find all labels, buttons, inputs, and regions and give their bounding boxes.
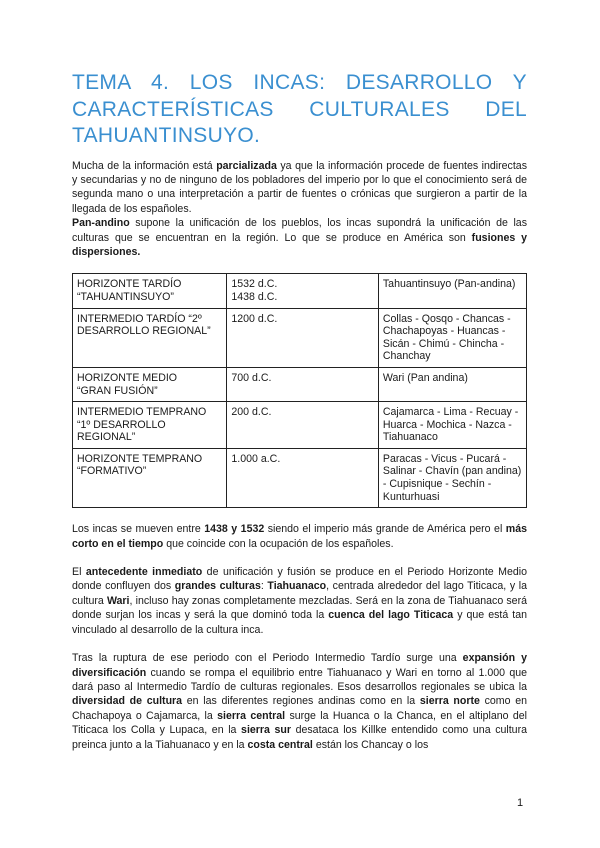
- paragraph-antecedent: [72, 565, 527, 637]
- bold-run: sierra norte: [419, 695, 480, 708]
- bold-run: expansión y diversificación: [72, 652, 527, 679]
- document-title: [72, 70, 527, 150]
- cultures-cell: [378, 274, 526, 308]
- title-line-3: TAHUANTINSUYO.: [72, 124, 261, 147]
- text-run: están los Chancay o los: [312, 738, 429, 751]
- text-run: que coincide con la ocupación de los españoles.: [163, 537, 394, 550]
- text-run: , centrada alrededor del lago Titicaca, y la cultura: [72, 580, 528, 607]
- text-run: cuando se rompa el equilibrio entre Tiahuanaco y Wari en torno al 1.000 que dará paso al Intermedio Tardío de culturas regionales. Esos desarrollos regionales se ubica la: [72, 666, 527, 693]
- bold-run: sierra central: [217, 709, 286, 722]
- date-cell: [227, 308, 379, 367]
- date-cell: [227, 448, 379, 507]
- bold-run: cuenca del lago Titicaca: [328, 609, 454, 622]
- table-row: [73, 308, 527, 367]
- cell-text: Paracas - Vicus - Pucará - Salinar - Chavín (pan andina) - Cupisnique - Sechín - Kunturhuasi: [382, 452, 522, 503]
- cultures-cell: [378, 308, 526, 367]
- bold-run: Tiahuanaco: [267, 580, 327, 593]
- cell-text: 200 d.C.: [231, 406, 272, 419]
- bold-run: fusiones y dispersiones.: [72, 231, 527, 258]
- text-run: surge la Huanca o la Chanca, en el altiplano del Titicaca los Colla y Lupaca, en la: [72, 709, 527, 737]
- text-run: Los incas se mueven entre: [72, 523, 205, 536]
- bold-run: grandes culturas: [174, 580, 261, 593]
- cell-text: 1.000 a.C.: [231, 452, 281, 465]
- periods-table: [72, 273, 527, 508]
- text-run: Tras la ruptura de ese periodo con el Periodo Intermedio Tardío surge una: [72, 652, 463, 665]
- text-run: , incluso hay zonas completamente mezcladas. Será en la zona de Tiahuanaco será donde surjan los incas y será la que dominó toda la: [72, 594, 527, 622]
- cell-text: HORIZONTE TARDÍO “TAHUANTINSUYO”: [77, 278, 182, 303]
- bold-run: antecedente inmediato: [85, 566, 203, 579]
- cell-text: INTERMEDIO TEMPRANO “1º DESARROLLO REGIONAL”: [77, 406, 207, 444]
- table-row: [73, 274, 527, 308]
- cell-text: HORIZONTE TEMPRANO “FORMATIVO”: [77, 452, 203, 478]
- paragraph-expansion: [72, 651, 527, 752]
- period-cell: [73, 448, 227, 507]
- bold-run: costa central: [247, 738, 313, 751]
- cell-text: Collas - Qosqo - Chancas - Chachapoyas - Huancas - Sicán - Chimú - Chincha - Chanchay: [382, 312, 511, 363]
- cell-text: Tahuantinsuyo (Pan-andina): [382, 278, 516, 291]
- cultures-cell: [378, 402, 526, 449]
- page-number: 1: [517, 797, 524, 809]
- table-row: [73, 448, 527, 507]
- text-run: siendo el imperio más grande de América pero el: [264, 523, 506, 536]
- cultures-cell: [378, 367, 526, 401]
- cell-text: 700 d.C.: [231, 371, 272, 384]
- bold-run: Wari: [106, 594, 130, 607]
- table-row: [73, 402, 527, 449]
- bold-run: diversidad de cultura: [72, 695, 183, 708]
- bold-run: parcializada: [216, 159, 277, 172]
- date-cell: [227, 402, 379, 449]
- text-run: El: [72, 566, 86, 579]
- cultures-cell: [378, 448, 526, 507]
- intro-paragraph-1: [72, 159, 527, 217]
- date-cell: [227, 274, 379, 308]
- table-row: [73, 367, 527, 401]
- intro-paragraph-2: [72, 216, 527, 259]
- document-page: [72, 70, 527, 752]
- paragraph-incas-period: [72, 522, 527, 551]
- text-run: de unificación y fusión se produce en el Periodo Horizonte Medio donde confluyen dos: [72, 566, 527, 593]
- cell-text: 1532 d.C. 1438 d.C.: [231, 278, 278, 303]
- date-cell: [227, 367, 379, 401]
- cell-text: Wari (Pan andina): [382, 371, 468, 384]
- cell-text: 1200 d.C.: [231, 312, 278, 325]
- title-line-1: TEMA 4. LOS INCAS: DESARROLLO Y: [72, 71, 527, 94]
- period-cell: [73, 367, 227, 401]
- cell-text: INTERMEDIO TARDÍO “2º DESARROLLO REGIONAL”: [77, 312, 211, 338]
- period-cell: [73, 308, 227, 367]
- period-cell: [73, 402, 227, 449]
- text-run: supone la unificación de los pueblos, los incas supondrá la unificación de las culturas que se encuentran en la región. Lo que se produce en América son: [72, 217, 527, 244]
- text-run: ya que la información procede de fuentes indirectas y secundarias y no de ninguno de los pobladores del imperio por lo que el conocimiento será de segunda mano o una interpretación a partir de fuentes o crónicas que surgieron a partir de la llegada de los españoles.: [72, 159, 527, 215]
- text-run: Mucha de la información está: [72, 159, 217, 172]
- period-cell: [73, 274, 227, 308]
- cell-text: HORIZONTE MEDIO “GRAN FUSIÓN”: [77, 371, 178, 397]
- text-run: como en Chachapoya o Cajamarca, la: [72, 695, 528, 722]
- text-run: y que está tan vinculado al desarrollo de la cultura inca.: [72, 609, 527, 636]
- bold-run: sierra sur: [241, 724, 291, 737]
- cell-text: Cajamarca - Lima - Recuay - Huarca - Mochica - Nazca - Tiahuanaco: [382, 406, 519, 444]
- bold-run: Pan-andino: [72, 217, 130, 230]
- text-run: :: [260, 580, 268, 593]
- bold-run: 1438 y 1532: [204, 523, 265, 536]
- text-run: en las diferentes regiones andinas como en la: [182, 695, 420, 708]
- bold-run: más corto en el tiempo: [72, 523, 527, 550]
- text-run: desataca los Killke entendido como una cultura preinca junto a la Tiahuanaco y en la: [72, 724, 527, 751]
- title-line-2: CARACTERÍSTICAS CULTURALES DEL: [72, 97, 527, 121]
